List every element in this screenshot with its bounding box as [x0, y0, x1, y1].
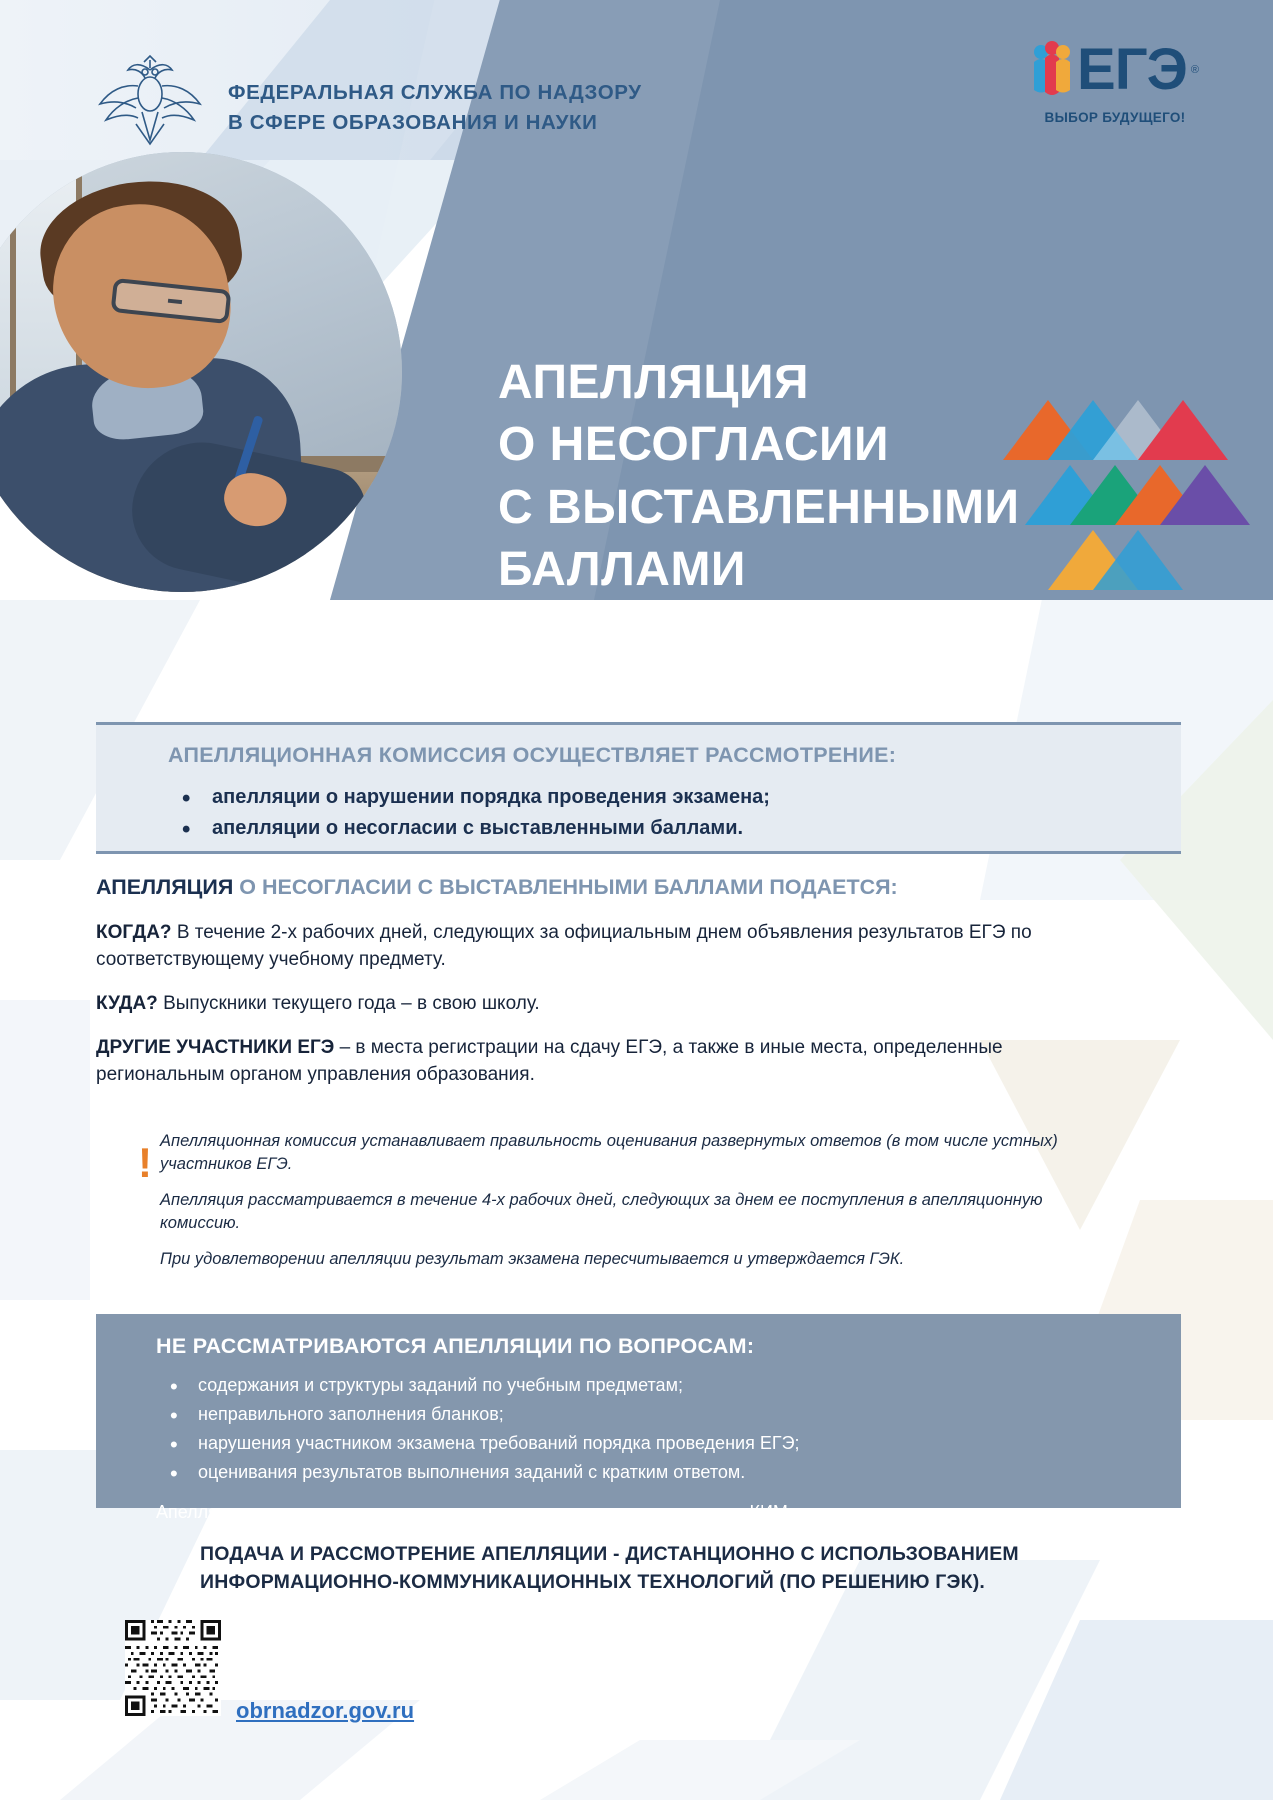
page-title-line2: О НЕСОГЛАСИИ	[498, 418, 889, 472]
page-title-line3: С ВЫСТАВЛЕННЫМИ	[498, 480, 1020, 534]
note-item: Апелляционная комиссия устанавливает правильность оценивания развернутых ответов (в том числе устных) участников ЕГЭ.	[160, 1132, 1058, 1174]
apply-when	[96, 920, 1106, 974]
note-item: Апелляция рассматривается в течение 4-х рабочих дней, следующих за днем ее поступления в апелляционную комиссию.	[160, 1190, 1043, 1233]
apply-where-text: Выпускники текущего года – в свою школу.	[157, 993, 540, 1015]
ege-tagline: ВЫБОР БУДУЩЕГО!	[1044, 110, 1186, 125]
remote-line1: ПОДАЧА И РАССМОТРЕНИЕ АПЕЛЛЯЦИИ - ДИСТАНЦИОННО С ИСПОЛЬЗОВАНИЕМ	[200, 1543, 1019, 1565]
gov-agency-title	[228, 78, 642, 137]
page-title-line4: БАЛЛАМИ	[498, 543, 746, 597]
apply-when-text: В течение 2-х рабочих дней, следующих за официальным днем объявления результатов ЕГЭ по соответствующему учебному предмету.	[96, 922, 1032, 971]
commission-heading: АПЕЛЛЯЦИОННАЯ КОМИССИЯ ОСУЩЕСТВЛЯЕТ РАССМОТРЕНИЕ:	[168, 743, 897, 767]
list-item: • нарушения участником экзамена требований порядка проведения ЕГЭ;	[156, 1429, 1181, 1458]
apply-others	[96, 1035, 1106, 1089]
notes-section	[138, 1130, 1110, 1283]
remote-line2: ИНФОРМАЦИОННО-КОММУНИКАЦИОННЫХ ТЕХНОЛОГИЙ (ПО РЕШЕНИЮ ГЭК).	[200, 1571, 986, 1594]
qr-code-icon[interactable]	[125, 1620, 221, 1716]
apply-others-label: ДРУГИЕ УЧАСТНИКИ ЕГЭ	[96, 1037, 335, 1059]
not-considered-section	[96, 1314, 1181, 1522]
gov-title-line2: В СФЕРЕ ОБРАЗОВАНИЯ И НАУКИ	[228, 110, 598, 134]
not-considered-heading: НЕ РАССМАТРИВАЮТСЯ АПЕЛЛЯЦИИ ПО ВОПРОСАМ:	[156, 1334, 755, 1358]
apply-section	[96, 872, 1106, 1089]
commission-list	[168, 782, 1181, 844]
commission-section	[96, 722, 1181, 854]
ege-logo-text: ЕГЭ	[1077, 37, 1187, 102]
note-item: При удовлетворении апелляции результат экзамена пересчитывается и утверждается ГЭК.	[160, 1249, 905, 1268]
apply-heading-rest: О НЕСОГЛАСИИ С ВЫСТАВЛЕННЫМИ БАЛЛАМИ ПОДАЕТСЯ:	[239, 875, 898, 899]
list-item: • апелляции о несогласии с выставленными баллами.	[168, 813, 1181, 844]
apply-where-label: КУДА?	[96, 993, 158, 1015]
page-title-line1: АПЕЛЛЯЦИЯ	[498, 356, 809, 409]
list-item: • оценивания результатов выполнения заданий с кратким ответом.	[156, 1458, 1181, 1487]
list-item: • содержания и структуры заданий по учебным предметам;	[156, 1371, 1181, 1400]
ege-logo	[1015, 37, 1215, 125]
double-headed-eagle-emblem-icon	[96, 52, 204, 148]
remote-procedure-note	[200, 1540, 1180, 1597]
apply-heading-strong: АПЕЛЛЯЦИЯ	[96, 875, 234, 899]
website-link[interactable]: obrnadzor.gov.ru	[236, 1698, 415, 1723]
ege-people-icon	[1031, 40, 1073, 100]
apply-where	[96, 991, 1106, 1018]
list-item: • апелляции о нарушении порядка проведения экзамена;	[168, 782, 1181, 813]
not-considered-footer: Апелляционная комиссия не рассматривает записи в черновиках и на КИМ.	[156, 1501, 793, 1522]
student-photo	[0, 152, 402, 592]
gov-title-line1: ФЕДЕРАЛЬНАЯ СЛУЖБА ПО НАДЗОРУ	[228, 81, 642, 104]
apply-when-label: КОГДА?	[96, 922, 172, 944]
not-considered-list	[156, 1371, 1181, 1488]
exclamation-icon: !	[138, 1139, 152, 1186]
apply-others-text: – в места регистрации на сдачу ЕГЭ, а также в иные места, определенные региональным органом управления образования.	[96, 1037, 1003, 1086]
list-item: • неправильного заполнения бланков;	[156, 1400, 1181, 1429]
page-title	[498, 352, 1138, 602]
apply-heading	[96, 872, 1106, 903]
registered-mark-icon: ®	[1190, 64, 1199, 76]
